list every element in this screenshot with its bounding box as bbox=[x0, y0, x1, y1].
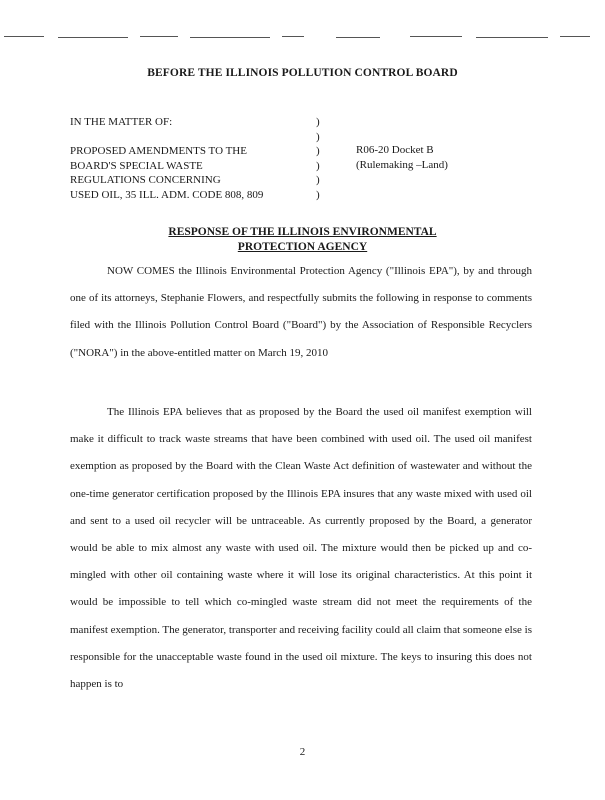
caption-paren: ) bbox=[316, 174, 320, 186]
caption-line: BOARD'S SPECIAL WASTE bbox=[70, 159, 203, 172]
caption-line: REGULATIONS CONCERNING bbox=[70, 174, 221, 186]
caption-paren: ) bbox=[316, 145, 320, 157]
caption-paren: ) bbox=[316, 116, 320, 128]
body-paragraph: NOW COMES the Illinois Environmental Protection Agency ("Illinois EPA"), by and through one of its attorneys, Stephanie Flowers, and respectfully submits the following in response to comments filed with the Illinois Pollution Control Board ("Board") by the Association of Responsible Recyclers ("NORA") in the above-entitled matter on March 19, 2010 bbox=[70, 265, 532, 359]
caption-paren: ) bbox=[316, 130, 320, 143]
caption-paren: ) bbox=[316, 159, 320, 172]
title-line: PROTECTION AGENCY bbox=[237, 240, 368, 253]
document-title bbox=[0, 225, 605, 254]
docket-info bbox=[356, 143, 448, 172]
caption-line: USED OIL, 35 ILL. ADM. CODE 808, 809 bbox=[70, 188, 264, 201]
caption-line: IN THE MATTER OF: bbox=[70, 116, 173, 128]
caption-paren: ) bbox=[316, 188, 320, 201]
page-number: 2 bbox=[299, 746, 306, 758]
caption-parentheses bbox=[316, 115, 320, 202]
case-caption-left bbox=[70, 115, 263, 202]
caption-line: PROPOSED AMENDMENTS TO THE bbox=[70, 145, 247, 157]
docket-number: R06-20 Docket B bbox=[356, 144, 434, 156]
court-heading: BEFORE THE ILLINOIS POLLUTION CONTROL BOARD bbox=[147, 67, 458, 79]
title-line: RESPONSE OF THE ILLINOIS ENVIRONMENTAL bbox=[168, 226, 437, 238]
body-paragraph: The Illinois EPA believes that as proposed by the Board the used oil manifest exemption will make it difficult to track waste streams that have been combined with used oil. The used oil manifest exemption as proposed by the Board with the Clean Waste Act definition of wastewater and without the one-time generator certification proposed by the Illinois EPA insures that any waste mixed with used oil and sent to a used oil recycler will be untraceable. As currently proposed by the Board, a generator would be able to mix almost any waste with used oil. The mixture would then be picked up and co-mingled with other oil containing waste where it will lose its original characteristics. At this point it would be impossible to tell which co-mingled waste stream did not meet the requirements of the manifest exemption. The generator, transporter and receiving facility could all claim that someone else is responsible for the unacceptable waste found in the used oil mixture. The keys to insuring this does not happen is to bbox=[70, 406, 532, 691]
caption-line bbox=[70, 130, 263, 145]
rulemaking-type: (Rulemaking –Land) bbox=[356, 158, 448, 171]
